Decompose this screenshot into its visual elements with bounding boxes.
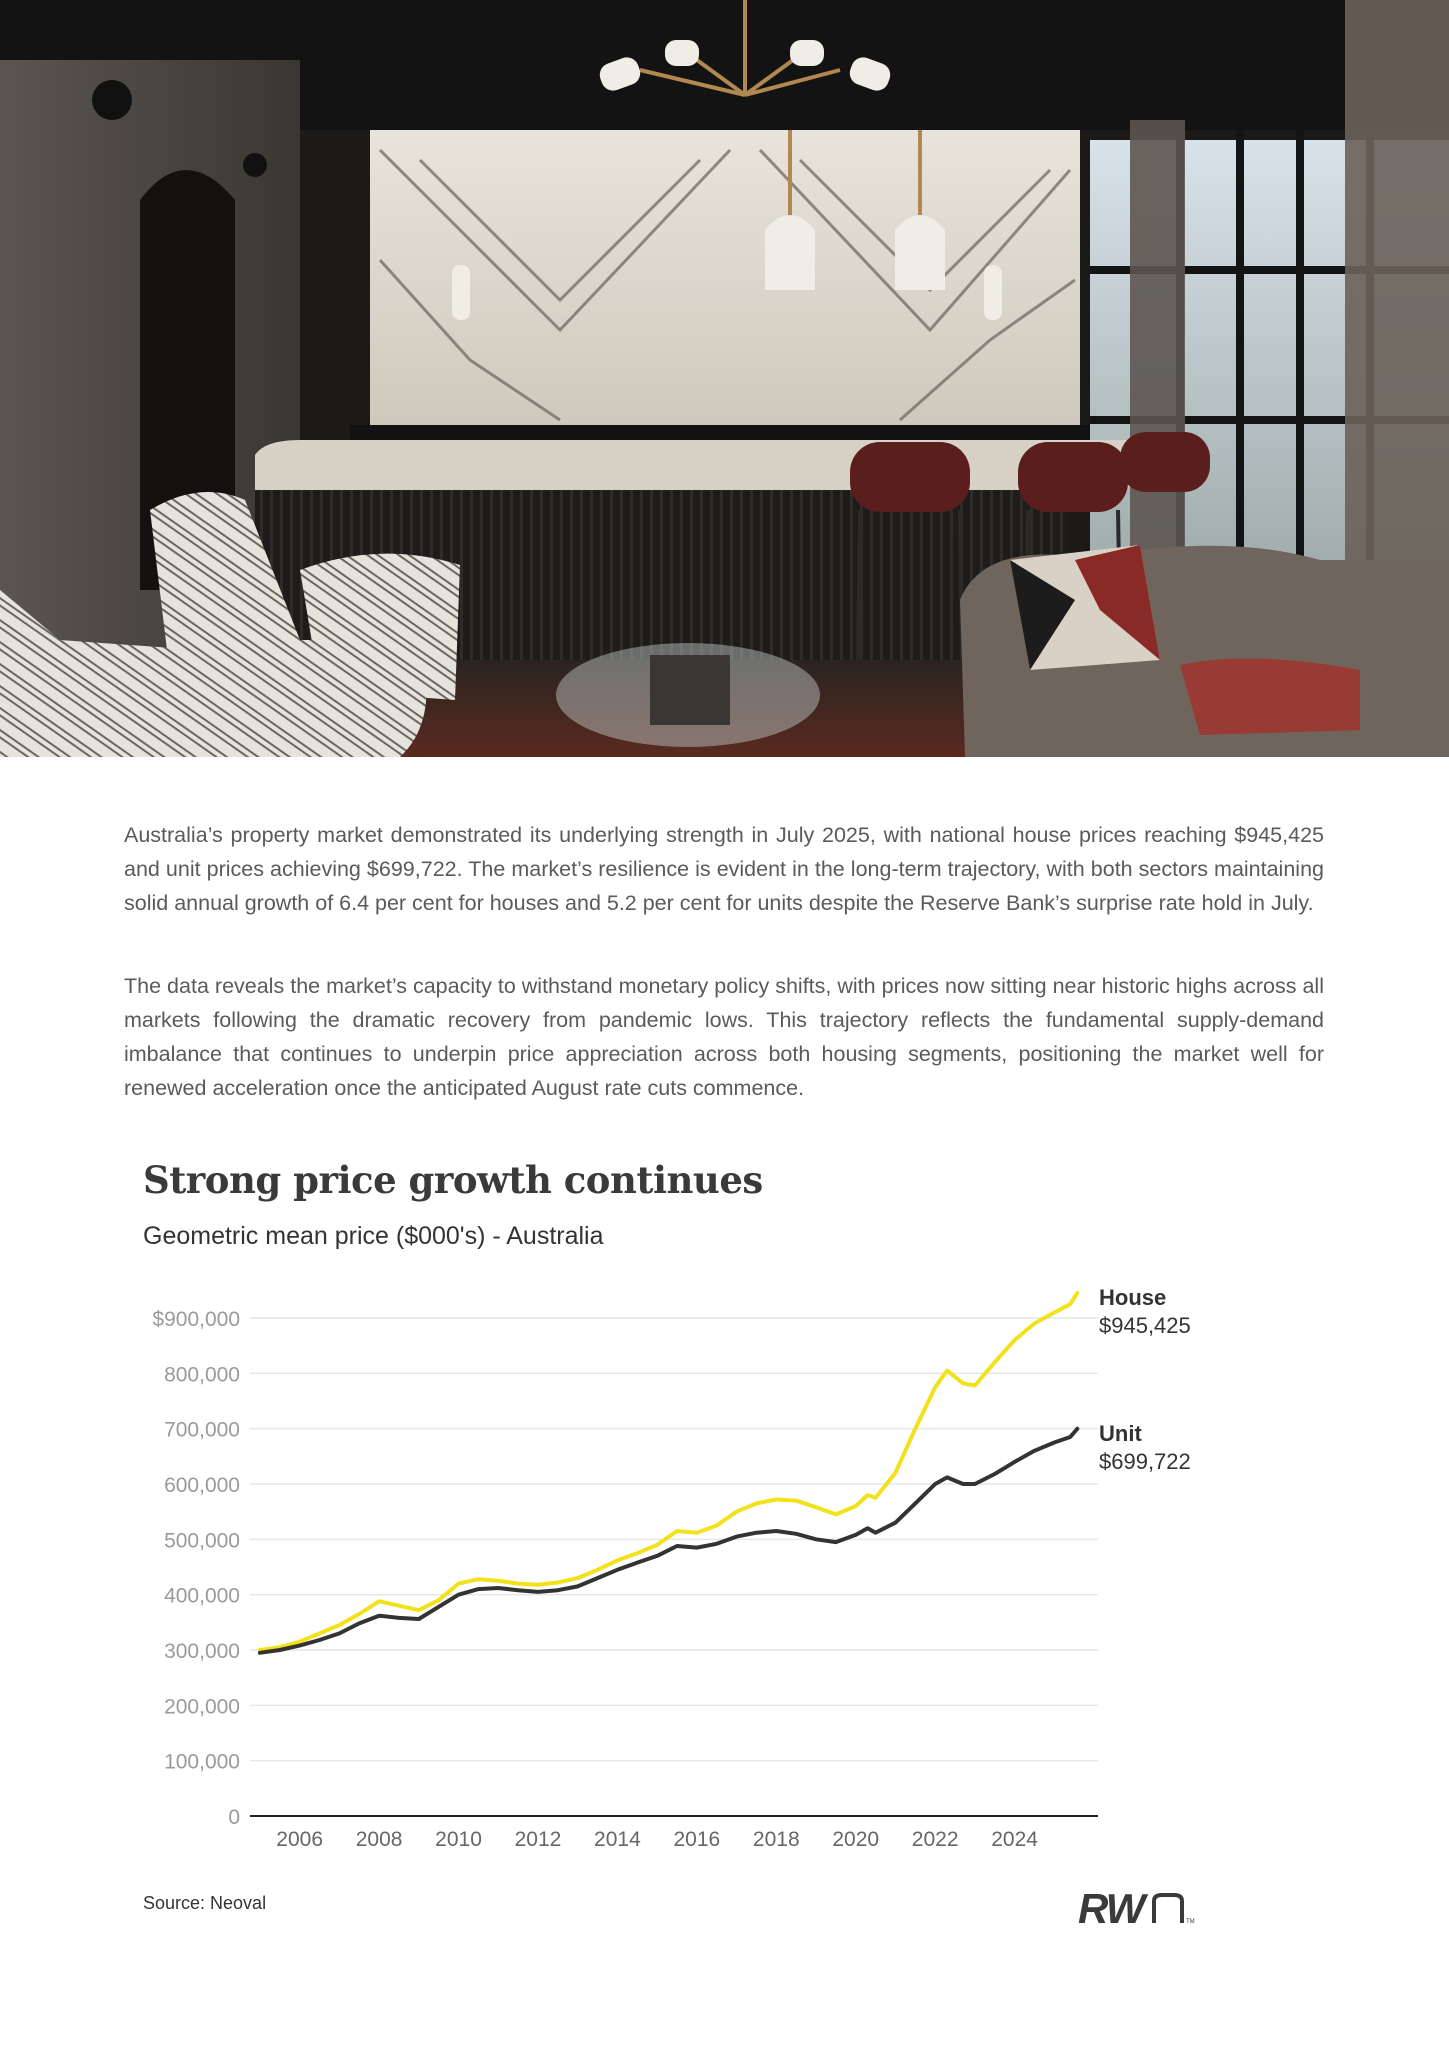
- y-tick-label: 300,000: [164, 1640, 240, 1663]
- article-paragraph-1: Australia’s property market demonstrated its underlying strength in July 2025, with national house prices reaching $945,425 and unit prices achieving $699,722. The market’s resilience is evident in the long-term trajectory, with both sectors maintaining solid annual growth of 6.4 per cent for houses and 5.2 per cent for units despite the Reserve Bank’s surprise rate hold in July.: [124, 823, 1324, 915]
- svg-text:TM: TM: [1186, 1919, 1195, 1925]
- x-tick-label: 2008: [355, 1828, 403, 1850]
- svg-text:RW: RW: [1078, 1885, 1144, 1932]
- source-note: Source: Neoval: [143, 1893, 267, 1913]
- rwn-logo: [1078, 1885, 1198, 1935]
- y-tick-label: 200,000: [164, 1695, 240, 1719]
- chart-subtitle: Geometric mean price ($000's) - Australia: [143, 1222, 604, 1250]
- y-tick-label: 600,000: [164, 1474, 240, 1497]
- y-tick-label: 500,000: [164, 1529, 240, 1553]
- x-tick-label: 2024: [991, 1828, 1038, 1850]
- y-tick-label: 800,000: [164, 1363, 240, 1387]
- hero-interior-photo: [0, 0, 1449, 757]
- series-lines: [260, 1293, 1077, 1653]
- y-tick-label: $900,000: [152, 1308, 240, 1331]
- y-tick-label: 700,000: [164, 1418, 240, 1442]
- end-labels: [1099, 1285, 1191, 1474]
- y-tick-label: 100,000: [164, 1750, 240, 1774]
- x-tick-label: 2014: [594, 1828, 641, 1850]
- x-tick-label: 2006: [276, 1828, 324, 1850]
- series-value-unit: $699,722: [1099, 1448, 1191, 1474]
- y-tick-label: 0: [228, 1806, 240, 1829]
- x-tick-label: 2022: [911, 1828, 959, 1850]
- series-label-unit: Unit: [1099, 1420, 1142, 1446]
- article-paragraph-2: The data reveals the market’s capacity to withstand monetary policy shifts, with prices now sitting near historic highs across all markets following the dramatic recovery from pandemic lows. This trajectory reflects the fundamental supply-demand imbalance that continues to underpin price appreciation across both housing segments, positioning the market well for renewed acceleration once the anticipated August rate cuts commence.: [124, 974, 1324, 1100]
- x-axis-ticks: [276, 1828, 1038, 1850]
- x-tick-label: 2020: [832, 1828, 880, 1850]
- price-line-chart: [0, 1270, 1449, 1850]
- y-tick-label: 400,000: [164, 1584, 240, 1608]
- chart-title: Strong price growth continues: [143, 1158, 763, 1202]
- x-tick-label: 2010: [435, 1828, 482, 1850]
- series-value-house: $945,425: [1099, 1312, 1191, 1338]
- x-tick-label: 2012: [514, 1828, 562, 1850]
- series-label-house: House: [1099, 1284, 1167, 1310]
- x-tick-label: 2016: [673, 1828, 721, 1850]
- x-tick-label: 2018: [752, 1828, 800, 1850]
- series-line-house: [260, 1293, 1077, 1650]
- series-line-unit: [260, 1429, 1077, 1653]
- y-axis-ticks: [152, 1308, 240, 1829]
